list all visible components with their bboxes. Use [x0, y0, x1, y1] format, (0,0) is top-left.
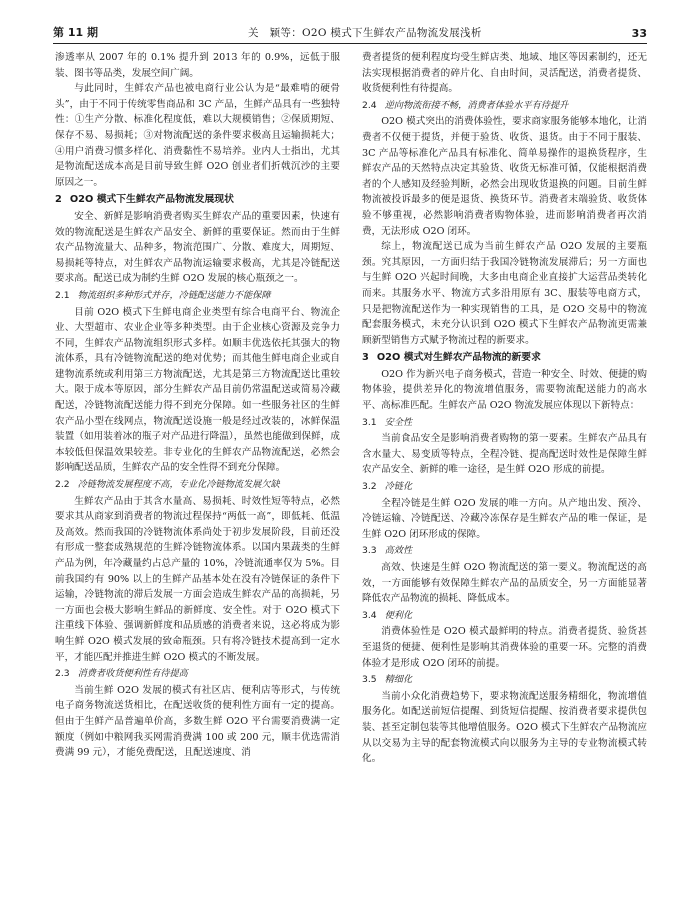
subsection-title: 冷链化 [384, 481, 413, 493]
subsection-number: 2.2 [55, 479, 70, 491]
paragraph: 高效、快速是生鲜 O2O 物流配送的第一要义。物流配送的高效，一方面能够有效保障生鲜农产品的品质安全，另一方面能显著降低农产品物流的损耗、降低成本。 [362, 562, 647, 605]
right-column [362, 50, 647, 767]
subsection-number: 3.2 [362, 481, 377, 493]
issue-label: 第 11 期 [53, 26, 98, 39]
paragraph: 全程冷链是生鲜 O2O 发展的唯一方向。从产地出发、预冷、冷链运输、冷链配送、冷藏冷冻保存是生鲜农产品的唯一保证，是生鲜 O2O 闭环形成的保障。 [362, 497, 647, 540]
subsection-title: 精细化 [384, 674, 413, 686]
paragraph: 与此同时，生鲜农产品也被电商行业公认为是“最难啃的硬骨头”，由于不同于传统零售商品和 3C 产品，生鲜产品具有一些独特性：①生产分散、标准化程度低，难以大规模销售；②保质期短、保存不易、易损耗；③对物流配送的条件要求极高且运输损耗大；④用户消费习惯多样化、消费黏性不易培养。业内人士指出，尤其是物流配送成本高是目前导致生鲜 O2O 创业者们折戟沉沙的主要原因之一。 [55, 83, 340, 188]
paragraph: 当前食品安全是影响消费者购物的第一要素。生鲜农产品具有含水量大、易变质等特点，全程冷链、提高配送时效性是保障生鲜农产品安全、新鲜的唯一途径，是生鲜 O2O 形成的前提。 [362, 433, 647, 476]
subsection-title: 逆向物流衔接不畅，消费者体验水平有待提升 [384, 99, 569, 111]
running-header [53, 20, 647, 44]
subsection-number: 2.1 [55, 289, 70, 301]
paragraph: 生鲜农产品由于其含水量高、易损耗、时效性短等特点，必然要求其从商家到消费者的物流过程保持“两低一高”，即低耗、低温及高效。然而我国的冷链物流体系尚处于初步发展阶段，目前还没有形成一整套成熟规范的生鲜冷链物流体系。以国内果蔬类的生鲜产品为例，年冷藏量约占总产量的 10%，冷链流通率仅为 5%。目前我国约有 90% 以上的生鲜产品基本处在没有冷链保证的条件下运输，冷链物流的滞后发展一方面会造成生鲜农产品的高损耗，另一方面也会极大影响生鲜品的新鲜度、安全性。对于 O2O 模式下注重线下体验、强调新鲜度和品质感的消费者来说，这必将成为影响生鲜 O2O 模式发展的致命瓶颈。只有将冷链技术提高到一定水平，才能匹配并推进生鲜 O2O 模式的不断发展。 [55, 495, 340, 663]
section-heading [362, 350, 647, 366]
section-title: O2O 模式下生鲜农产品物流发展现状 [69, 194, 234, 206]
paragraph: 消费体验性是 O2O 模式最鲜明的特点。消费者提货、验货甚至退货的便捷、便利性是影响其消费体验的重要一环。完整的消费体验才是形成 O2O 闭环的前提。 [362, 626, 647, 669]
subsection-heading [362, 543, 647, 559]
subsection-heading [55, 666, 340, 682]
section-number: 3 [362, 352, 369, 364]
paragraph: 当前生鲜 O2O 发展的模式有社区店、便利店等形式，与传统电子商务物流送货相比，在配送收货的便利性方面有一定的提高。但由于生鲜产品普遍单价高，多数生鲜 O2O 平台需要消费满一定额度（例如中粮网我买网需消费满 100 或 200 元，顺丰优选需消费满 99 元），才能免费配送，且配送速度、消 [55, 684, 340, 759]
subsection-number: 3.5 [362, 674, 377, 686]
paragraph: O2O 模式突出的消费体验性，要求商家服务能够本地化，让消费者不仅便于提货，并便于验货、收货、退货。由于不同于服装、3C 产品等标准化产品具有标准化、简单易操作的退换货程序，生鲜农产品的天然特点决定其验货、收货无标准可循，仅能根据消费者的个人感知及经验判断，必然会出现收货退换的问题。目前生鲜物流被投诉最多的便是退货、换货环节。消费者末端验货、收货体验不够重视，必然影响消费者购物体验，进而影响消费者再次消费，无法形成 O2O 闭环。 [362, 116, 647, 237]
section-title: O2O 模式对生鲜农产品物流的新要求 [376, 352, 541, 364]
subsection-title: 高效性 [384, 545, 413, 557]
subsection-number: 2.3 [55, 668, 70, 680]
subsection-number: 3.1 [362, 416, 377, 428]
subsection-heading [362, 672, 647, 688]
left-column [55, 50, 340, 761]
paragraph: O2O 作为新兴电子商务模式，营造一种安全、时效、便捷的购物体验，提供差异化的物流增值服务，需要物流配送能力的高水平、高标准匹配。生鲜农产品 O2O 物流发展应体现以下新特点： [362, 368, 647, 412]
running-title: 关 颖等：O2O 模式下生鲜农产品物流发展浅析 [248, 27, 482, 39]
subsection-title: 冷链物流发展程度不高，专业化冷链物流发展欠缺 [77, 479, 280, 491]
section-heading [55, 192, 340, 208]
subsection-heading [55, 477, 340, 493]
paragraph: 当前小众化消费趋势下，要求物流配送服务精细化，物流增值服务化。如配送前短信提醒、到货短信提醒、按消费者要求提供包装、甚至定制包装等其他增值服务。O2O 模式下生鲜农产品物流应从以交易为主导的配套物流模式向以服务为主导的专业物流模式转化。 [362, 690, 647, 765]
subsection-heading [362, 479, 647, 495]
section-number: 2 [55, 194, 62, 206]
subsection-title: 消费者收货便利性有待提高 [77, 668, 188, 680]
subsection-title: 物流组织多种形式并存，冷链配送能力不能保障 [77, 289, 271, 301]
paragraph: 渗透率从 2007 年的 0.1% 提升到 2013 年的 0.9%，远低于服装、图书等品类，发展空间广阔。 [55, 52, 340, 79]
subsection-heading [362, 415, 647, 431]
subsection-title: 便利化 [384, 609, 413, 621]
subsection-heading [362, 608, 647, 624]
paragraph: 综上，物流配送已成为当前生鲜农产品 O2O 发展的主要瓶颈。究其原因，一方面归结于我国冷链物流发展滞后；另一方面也与生鲜 O2O 兴起时间晚，大多由电商企业直接扩大运营品类转化而来。其服务水平、物流方式多沿用原有 3C、服装等电商方式，只是把物流配送作为一种实现销售的工具，是 O2O 交易中的物流配套服务模式，未充分认识到 O2O 模式下生鲜农产品物流更需兼顾新型销售方式赋予物流过程的新要求。 [362, 241, 647, 346]
paragraph: 费者提货的便利程度均受生鲜店类、地域、地区等因素制约，还无法实现根据消费者的碎片化、自由时间，灵活配送，消费者提货、收货便利性有待提高。 [362, 52, 647, 95]
subsection-number: 3.4 [362, 609, 377, 621]
subsection-heading [55, 288, 340, 304]
paragraph: 安全、新鲜是影响消费者购买生鲜农产品的重要因素，快速有效的物流配送是生鲜农产品安全、新鲜的重要保证。然而由于生鲜农产品物流量大、品种多，物流范围广、分散、难度大，周期短、易损耗等特点，对生鲜农产品物流运输要求极高，尤其是冷链配送要求高。配送已成为制约生鲜 O2O 发展的核心瓶颈之一。 [55, 210, 340, 285]
subsection-heading [362, 98, 647, 114]
subsection-number: 2.4 [362, 99, 377, 111]
page-number: 33 [631, 27, 647, 40]
subsection-number: 3.3 [362, 545, 377, 557]
paragraph: 目前 O2O 模式下生鲜电商企业类型有综合电商平台、物流企业、大型超市、农业企业等多种类型。由于企业核心资源及竞争力不同，生鲜农产品物流组织形式多样。如顺丰优选依托其强大的物流体系，具有冷链物流配送的绝对优势；而其他生鲜电商企业或自建物流系统或利用第三方物流配送，尤其是第三方物流配送比重较大。限于成本等原因，部分生鲜农产品目前仍常温配送或简易冷藏配送，冷链物流配送能力得不到充分保障。如一些服务社区的生鲜农产品小型在线网点，物流配送设施一般是经过改装的，冰鲜保温装置（如用装着冰的瓶子对产品进行降温），虽然也能做到保鲜，成本较低但保温效果较差。非专业化的生鲜农产品物流配送，必然会影响配送品质，生鲜农产品的安全性得不到充分保障。 [55, 306, 340, 474]
subsection-title: 安全性 [384, 416, 413, 428]
